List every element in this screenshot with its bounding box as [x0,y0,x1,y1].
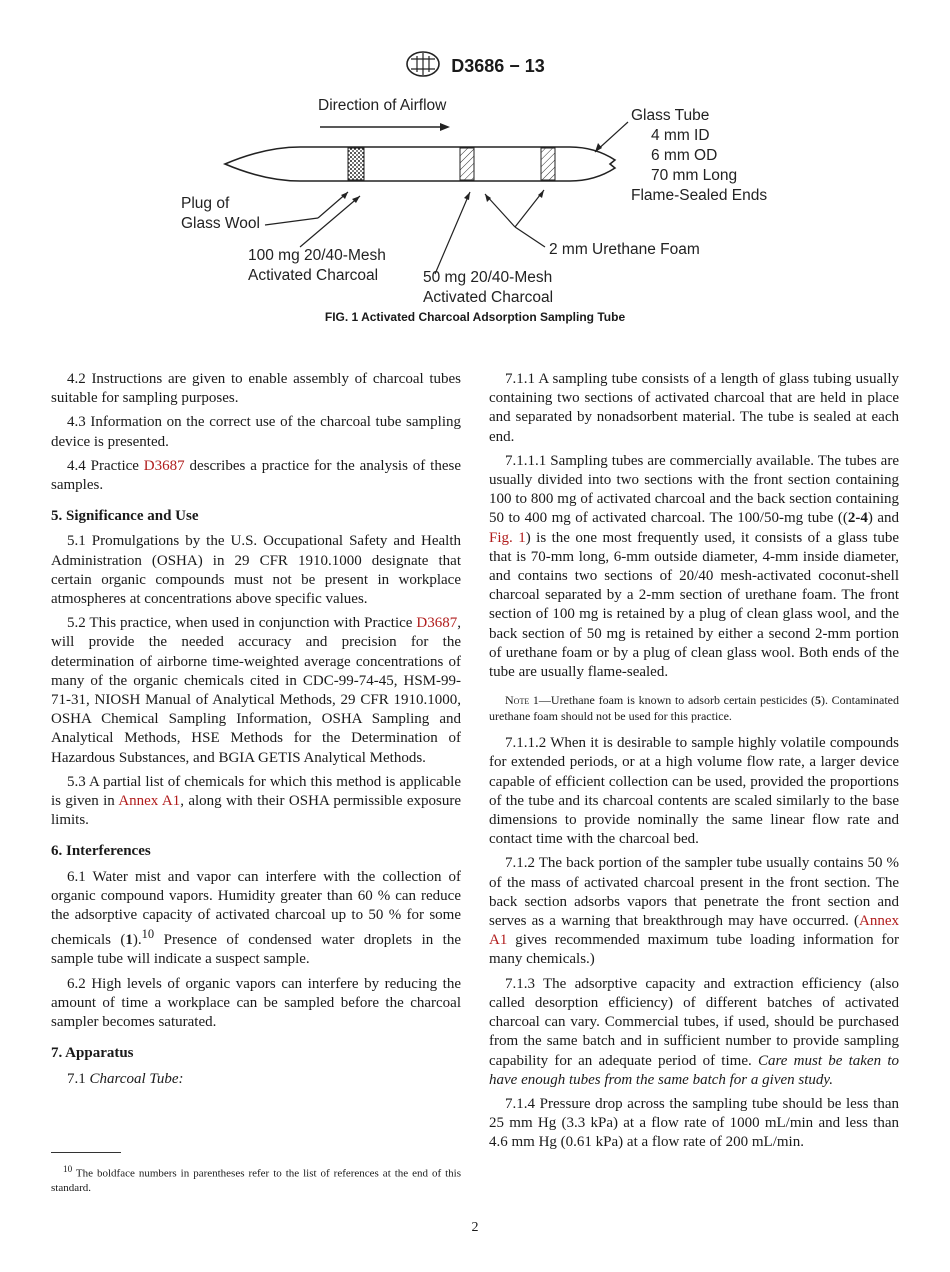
foam-separator-2 [541,148,555,180]
glass-tube-outline [225,147,615,181]
figure-sampling-tube [170,92,790,312]
page-header [0,50,950,83]
astm-logo-icon [405,50,441,83]
page-number: 2 [471,1220,479,1235]
label-inner-diameter: 4 mm ID [651,127,710,144]
para-5-2: 5.2 This practice, when used in conjunction with Practice D3687, will provide the needed accuracy and precision for the determination of airborne time-weighted average concentrations of many of the organic chemicals cited in CDC-99-74-45, HSM-99-71-31, NIOSH Manual of Analytical Methods, 29 CFR 1910.1000, OSHA Chemical Sampling Information, OSHA Sampling and Analytical Methods, HSE Methods for the Determination of Hazardous Substances, and BGIA GETIS Analytical Methods. [51,615,461,766]
label-urethane-foam: 2 mm Urethane Foam [549,241,700,258]
standard-designation: D3686 − 13 [451,56,545,76]
label-outer-diameter: 6 mm OD [651,147,718,164]
ref-1[interactable]: 1 [125,932,133,949]
label-charcoal-100-line1: 100 mg 20/40-Mesh [248,247,386,264]
label-charcoal-50-line2: Activated Charcoal [423,289,554,306]
section-6-heading: 6. Interferences [51,843,151,860]
link-annex-a1[interactable]: Annex A1 [118,793,181,810]
para-7-1-1-1: 7.1.1.1 Sampling tubes are commercially available. The tubes are usually divided into two sections with the front section containing 100 to 800 mg of activated charcoal and the back section containing 50 to 400 mg of activated charcoal. The 100/50-mg tube ((2-4) and Fig. 1) is the one most frequently used, it consists of a glass tube that is 70-mm long, 6-mm outside diameter, 4-mm inside diameter, and contains two sections of 20/40 mesh-activated coconut-shell charcoal separated by a 2-mm section of urethane foam. The front section of 100 mg is retained by a plug of clean glass wool, and the back section of 50 mg is retained by either a second 2-mm portion of urethane foam or by a plug of clean glass wool. Both ends of the tube are usually flame-sealed. [489,452,900,681]
footnote-divider [51,1152,121,1153]
link-annex-a1-2[interactable]: Annex A1 [489,913,899,949]
left-column [51,370,461,1094]
para-5-1: 5.1 Promulgations by the U.S. Occupational Safety and Health Administration (OSHA) in 29 CFR 1910.1000 designate that certain organic compounds must not be present in workplace atmospheres at concentrations above specific values. [51,533,461,608]
foam-separator-1 [460,148,474,180]
para-6-1: 6.1 Water mist and vapor can interfere with the collection of organic compound vapors. Humidity greater than 60 % can reduce the adsorptive capacity of activated charcoal up to 50 % for some chemicals (1).$^{10}$ Presence of condensed water droplets in the sample tube will indicate a suspect sample. [51,868,462,968]
label-flame-sealed: Flame-Sealed Ends [631,187,768,204]
para-7-1-3: 7.1.3 The adsorptive capacity and extraction efficiency (also called desorption efficiency) of different batches of activated charcoal can vary. Commercial tubes, if used, should be purchased from the same batch and in sufficient number to provide sampling capability for an adequate period of time. Care must be taken to have enough tubes from the same batch for a given study. [489,975,899,1088]
label-charcoal-50-line1: 50 mg 20/40-Mesh [423,269,553,286]
link-d3687-2[interactable]: D3687 [416,615,458,632]
section-7-heading: 7. Apparatus [51,1045,134,1062]
para-4-3: 4.3 Information on the correct use of the charcoal tube sampling device is presented. [51,414,461,450]
label-charcoal-100-line2: Activated Charcoal [248,267,379,284]
ref-2-4[interactable]: 2-4 [847,510,868,527]
para-4-4: 4.4 Practice D3687 describes a practice for the analysis of these samples. [51,457,461,494]
para-7-1-4: 7.1.4 Pressure drop across the sampling tube should be less than 25 mm Hg (3.3 kPa) at a flow rate of 1000 mL/min and less than 4.6 mm Hg (0.61 kPa) at a flow rate of 200 mL/min. [489,1095,899,1151]
link-fig-1[interactable]: Fig. 1 [489,529,526,546]
label-plug-line1: Plug of [181,195,230,212]
label-glass-tube: Glass Tube [631,107,710,124]
para-5-3: 5.3 A partial list of chemicals for which this method is applicable is given in Annex A1, along with their OSHA permissible exposure limits. [51,773,462,829]
para-6-2: 6.2 High levels of organic vapors can interfere by reducing the amount of time a workplace can be sampled before the charcoal sampler becomes saturated. [51,975,461,1031]
figure-caption: FIG. 1 Activated Charcoal Adsorption Sampling Tube [324,310,626,324]
note-1: Note 1—Urethane foam is known to adsorb certain pesticides (5). Contaminated urethane foam should not be used for this practice. [489,693,899,724]
label-direction-airflow: Direction of Airflow [318,97,447,114]
right-column [489,370,899,1158]
footnote-marker[interactable]: 10 [141,927,155,942]
footnote-10: $^{10}$ The boldface numbers in parentheses refer to the list of references at the end of this standard. [51,1164,461,1194]
link-d3687[interactable]: D3687 [143,457,185,474]
para-4-2: 4.2 Instructions are given to enable assembly of charcoal tubes suitable for sampling purposes. [51,371,461,407]
section-5-heading: 5. Significance and Use [51,508,199,525]
label-plug-line2: Glass Wool [181,215,260,232]
ref-5[interactable]: 5 [814,693,821,708]
para-7-1-2: 7.1.2 The back portion of the sampler tube usually contains 50 % of the mass of activated charcoal present in the front section. The back section adsorbs vapors that penetrate the front section and serves as a warning that breakthrough may have occurred. (Annex A1 gives recommended maximum tube loading information for many chemicals.) [489,855,899,968]
para-7-1-1-2: 7.1.1.2 When it is desirable to sample highly volatile compounds for extended periods, or at a high volume flow rate, a larger device capable of efficient collection can be used, provided the proportions of the tube and its charcoal contents are scaled similarly to the base dimensions to provide nominally the same linear flow rate and contact time with the charcoal bed. [489,735,899,848]
para-7-1: 7.1 Charcoal Tube: [67,1070,184,1087]
glass-wool-plug [348,148,364,180]
label-length: 70 mm Long [651,167,738,184]
para-7-1-1: 7.1.1 A sampling tube consists of a length of glass tubing usually containing two sections of activated charcoal that are held in place and separated by nonadsorbent material. The tube is sealed at each end. [489,371,899,445]
